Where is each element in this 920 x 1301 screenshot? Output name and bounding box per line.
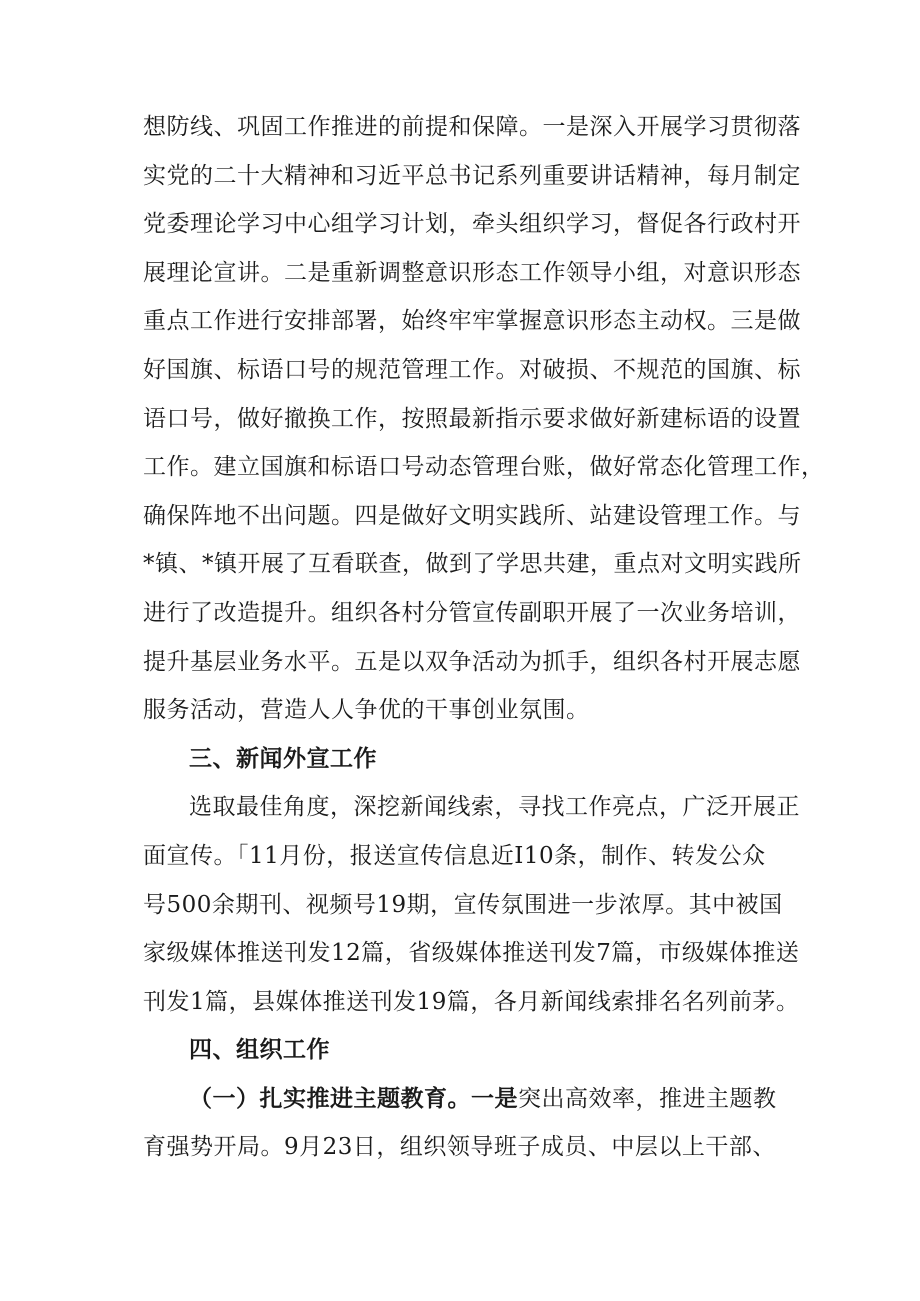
paragraph-line: 语口号，做好撤换工作，按照最新指示要求做好新建标语的设置: [143, 405, 801, 432]
paragraph-line: 确保阵地不出问题。四是做好文明实践所、站建设管理工作。与: [143, 502, 801, 529]
subsection-title: （一）扎实推进主题教育。: [189, 1084, 471, 1112]
paragraph-line: 重点工作进行安排部署，始终牢牢掌握意识形态主动权。三是做: [143, 308, 801, 335]
document-body: [143, 103, 825, 1172]
paragraph-line: 展理论宣讲。二是重新调整意识形态工作领导小组，对意识形态: [143, 259, 801, 286]
paragraph-line: 家级媒体推送刊发12篇，省级媒体推送刊发7篇，市级媒体推送: [143, 940, 800, 967]
section-heading-news: 三、新闻外宣工作: [189, 744, 377, 772]
paragraph-line: 刊发1篇，县媒体推送刊发19篇，各月新闻线索排名名列前茅。: [143, 988, 800, 1015]
subsection-line: [143, 1075, 803, 1124]
paragraph-line: 想防线、巩固工作推进的前提和保障。一是深入开展学习贯彻落: [143, 114, 801, 140]
paragraph-line: 提升基层业务水平。五是以双争活动为抓手，组织各村开展志愿: [143, 648, 801, 675]
paragraph-line: 面宣传。「11月份，报送宣传信息近I10条，制作、转发公众: [143, 842, 766, 869]
paragraph-line: 服务活动，营造人人争优的干事创业氛围。: [143, 697, 590, 724]
section-heading-organization: 四、组织工作: [189, 1036, 330, 1064]
paragraph-line: 好国旗、标语口号的规范管理工作。对破损、不规范的国旗、标: [143, 356, 801, 383]
paragraph-line: 号500余期刊、视频号19期，宣传氛围进一步浓厚。其中被国: [143, 891, 783, 918]
paragraph-line: 育强势开局。9月23日，组织领导班子成员、中层以上干部、: [143, 1134, 776, 1161]
paragraph-line: 实党的二十大精神和习近平总书记系列重要讲话精神，每月制定: [143, 162, 801, 189]
paragraph-line: *镇、*镇开展了互看联查，做到了学思共建，重点对文明实践所: [143, 551, 802, 578]
paragraph-line: 进行了改造提升。组织各村分管宣传副职开展了一次业务培训，: [143, 599, 801, 626]
paragraph-line: 党委理论学习中心组学习计划，牵头组织学习，督促各行政村开: [143, 211, 801, 238]
paragraph-line: 选取最佳角度，深挖新闻线索，寻找工作亮点，广泛开展正: [189, 794, 800, 821]
paragraph-line: 工作。建立国旗和标语口号动态管理台账，做好常态化管理工作，: [143, 454, 825, 481]
subsection-text: 突出高效率，推进主题教: [518, 1085, 777, 1112]
subsection-lead: 一是: [471, 1084, 518, 1112]
